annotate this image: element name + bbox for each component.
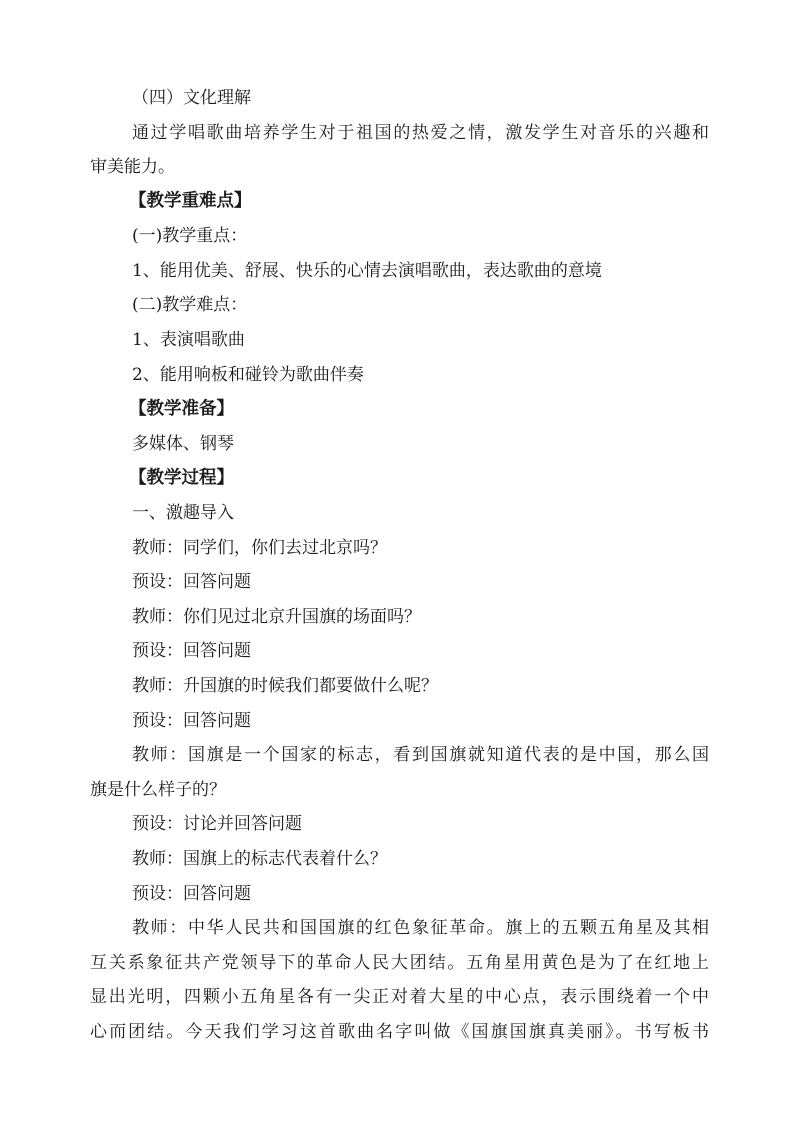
teacher-line-6-part-1: 教师：中华人民共和国国旗的红色象征革命。旗上的五颗五角星及其相 xyxy=(132,918,709,938)
teacher-line-6-part-3: 显出光明，四颗小五角星各有一尖正对着大星的中心点，表示围绕着一个中 xyxy=(90,987,709,1007)
teacher-line-6-part-2: 互关系象征共产党领导下的革命人民大团结。五角星用黄色是为了在红地上 xyxy=(90,953,709,973)
preparation-heading: 【教学准备】 xyxy=(129,399,234,419)
step-1-heading: 一、激趣导入 xyxy=(132,503,234,523)
key-difficult-points-heading: 【教学重难点】 xyxy=(129,191,252,211)
process-heading: 【教学过程】 xyxy=(129,468,234,488)
response-line-5: 预设：回答问题 xyxy=(132,884,251,904)
response-line-4: 预设：讨论并回答问题 xyxy=(132,814,302,834)
response-line-1: 预设：回答问题 xyxy=(132,572,251,592)
difficult-points-heading: (二)教学难点： xyxy=(132,295,248,315)
preparation-text: 多媒体、钢琴 xyxy=(132,434,234,454)
difficult-point-2: 2、能用响板和碰铃为歌曲伴奏 xyxy=(132,365,364,385)
teacher-line-6-part-4: 心而团结。今天我们学习这首歌曲名字叫做《国旗国旗真美丽》。书写板书 xyxy=(90,1022,709,1042)
teacher-line-3: 教师：升国旗的时候我们都要做什么呢？ xyxy=(132,676,438,696)
cultural-paragraph-line-1: 通过学唱歌曲培养学生对于祖国的热爱之情，激发学生对音乐的兴趣和 xyxy=(132,123,709,143)
teacher-line-5: 教师：国旗上的标志代表着什么？ xyxy=(132,849,387,869)
teacher-line-4-part-2: 旗是什么样子的？ xyxy=(90,780,226,800)
response-line-3: 预设：回答问题 xyxy=(132,711,251,731)
key-point-1: 1、能用优美、舒展、快乐的心情去演唱歌曲，表达歌曲的意境 xyxy=(132,261,602,281)
teacher-line-4-part-1: 教师：国旗是一个国家的标志，看到国旗就知道代表的是中国，那么国 xyxy=(132,745,709,765)
response-line-2: 预设：回答问题 xyxy=(132,641,251,661)
difficult-point-1: 1、表演唱歌曲 xyxy=(132,330,245,350)
cultural-understanding-heading: （四）文化理解 xyxy=(132,88,251,108)
cultural-paragraph-line-2: 审美能力。 xyxy=(90,157,175,177)
teacher-line-2: 教师：你们见过北京升国旗的场面吗？ xyxy=(132,607,421,627)
key-points-heading: (一)教学重点： xyxy=(132,226,248,246)
teacher-line-1: 教师：同学们，你们去过北京吗？ xyxy=(132,538,387,558)
